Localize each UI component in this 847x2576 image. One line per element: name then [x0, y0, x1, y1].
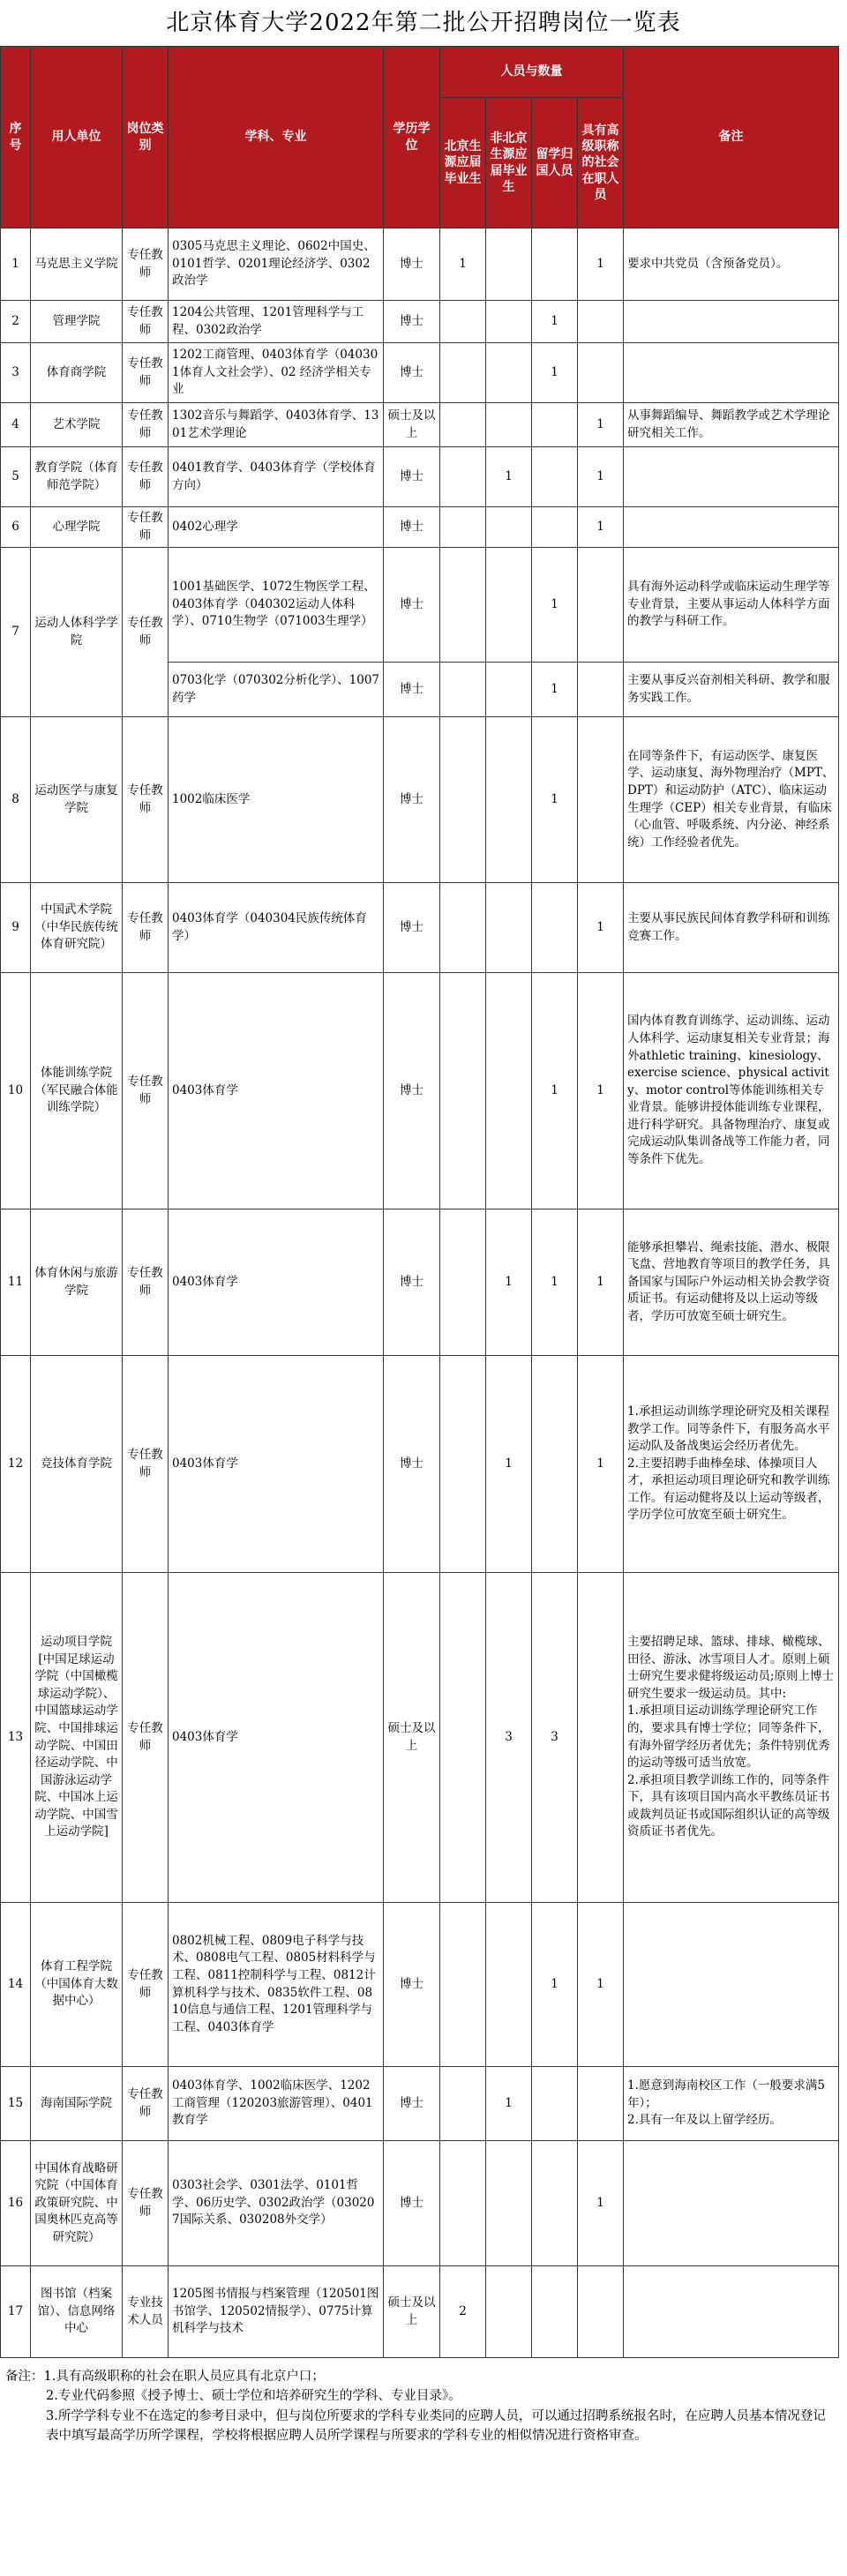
header-seq: 序号 [1, 47, 31, 228]
row-number: 6 [1, 507, 31, 548]
table-row [1, 548, 839, 663]
header-note: 备注 [624, 47, 839, 228]
count-returnees [532, 447, 578, 507]
count-returnees [532, 1356, 578, 1573]
count-beijing-graduates [440, 507, 486, 548]
header-beijing-graduates: 北京生源应届毕业生 [440, 98, 486, 228]
footnotes [0, 2358, 840, 2446]
degree-requirement: 博士 [384, 2067, 440, 2141]
employer-unit: 运动医学与康复学院 [31, 717, 123, 883]
count-non-beijing-graduates: 1 [486, 1356, 532, 1573]
recruitment-table [0, 46, 839, 2358]
table-row [1, 1573, 839, 1903]
degree-requirement: 博士 [384, 1356, 440, 1573]
position-category: 专业技术人员 [123, 2266, 169, 2358]
footnote-3: 3.所学学科专业不在选定的参考目录中，但与岗位所要求的学科专业类同的应聘人员，可以通过招聘系统报名时，在应聘人员基本情况登记表中填写最高学历所学课程，学校将根据应聘人员所学课程与所要求的学科专业的相似情况进行资格审查。 [46, 2408, 826, 2444]
count-beijing-graduates [440, 973, 486, 1209]
major-requirement: 1204公共管理、1201管理科学与工程、0302政治学 [169, 301, 384, 343]
count-beijing-graduates [440, 2067, 486, 2141]
row-number: 17 [1, 2266, 31, 2358]
header-non-beijing-graduates: 非北京生源应届毕业生 [486, 98, 532, 228]
count-beijing-graduates [440, 1903, 486, 2067]
table-row [1, 717, 839, 883]
row-number: 8 [1, 717, 31, 883]
remarks: 1.愿意到海南校区工作（一般要求满5年）； 2.具有一年及以上留学经历。 [624, 2067, 839, 2141]
position-category: 专任教师 [123, 973, 169, 1209]
count-non-beijing-graduates [486, 228, 532, 301]
count-beijing-graduates [440, 717, 486, 883]
row-number: 3 [1, 343, 31, 403]
degree-requirement: 博士 [384, 228, 440, 301]
position-category: 专任教师 [123, 717, 169, 883]
remarks: 从事舞蹈编导、舞蹈教学或艺术学理论研究相关工作。 [624, 403, 839, 447]
count-beijing-graduates [440, 343, 486, 403]
count-returnees: 1 [532, 973, 578, 1209]
employer-unit: 体育休闲与旅游学院 [31, 1209, 123, 1356]
major-requirement: 0402心理学 [169, 507, 384, 548]
count-non-beijing-graduates [486, 548, 532, 663]
count-returnees: 1 [532, 548, 578, 663]
row-number: 4 [1, 403, 31, 447]
footnote-1: 备注：1.具有高级职称的社会在职人员应具有北京户口； [5, 2370, 325, 2384]
employer-unit: 体能训练学院（军民融合体能训练学院） [31, 973, 123, 1209]
count-senior-title-staff: 1 [578, 403, 624, 447]
position-category: 专任教师 [123, 883, 169, 973]
count-senior-title-staff: 1 [578, 973, 624, 1209]
remarks: 要求中共党员（含预备党员）。 [624, 228, 839, 301]
count-non-beijing-graduates [486, 717, 532, 883]
degree-requirement: 博士 [384, 2141, 440, 2266]
count-returnees [532, 2067, 578, 2141]
footnote-2: 2.专业代码参照《授予博士、硕士学位和培养研究生的学科、专业目录》。 [46, 2389, 461, 2404]
header-degree: 学历学位 [384, 47, 440, 228]
count-returnees [532, 883, 578, 973]
count-non-beijing-graduates [486, 343, 532, 403]
position-category: 专任教师 [123, 1903, 169, 2067]
count-beijing-graduates [440, 1356, 486, 1573]
position-category: 专任教师 [123, 1209, 169, 1356]
degree-requirement: 博士 [384, 548, 440, 663]
count-senior-title-staff [578, 2266, 624, 2358]
major-requirement: 0403体育学 [169, 973, 384, 1209]
table-row [1, 507, 839, 548]
remarks: 具有海外运动科学或临床运动生理学等专业背景，主要从事运动人体科学方面的教学与科研工作。 [624, 548, 839, 663]
employer-unit: 艺术学院 [31, 403, 123, 447]
position-category: 专任教师 [123, 1356, 169, 1573]
degree-requirement: 博士 [384, 663, 440, 717]
count-returnees [532, 2141, 578, 2266]
count-non-beijing-graduates: 1 [486, 2067, 532, 2141]
remarks [624, 2266, 839, 2358]
table-row [1, 403, 839, 447]
employer-unit: 管理学院 [31, 301, 123, 343]
count-beijing-graduates [440, 1573, 486, 1903]
count-non-beijing-graduates [486, 973, 532, 1209]
count-senior-title-staff: 1 [578, 2141, 624, 2266]
row-number: 12 [1, 1356, 31, 1573]
degree-requirement: 硕士及以上 [384, 403, 440, 447]
major-requirement: 0401教育学、0403体育学（学校体育方向） [169, 447, 384, 507]
position-category: 专任教师 [123, 2141, 169, 2266]
row-number: 1 [1, 228, 31, 301]
major-requirement: 1302音乐与舞蹈学、0403体育学、1301艺术学理论 [169, 403, 384, 447]
header-unit: 用人单位 [31, 47, 123, 228]
count-beijing-graduates [440, 548, 486, 663]
count-beijing-graduates: 2 [440, 2266, 486, 2358]
employer-unit: 中国体育战略研究院（中国体育政策研究院、中国奥林匹克高等研究院） [31, 2141, 123, 2266]
header-returnees: 留学归国人员 [532, 98, 578, 228]
table-row [1, 1209, 839, 1356]
remarks [624, 343, 839, 403]
count-senior-title-staff [578, 301, 624, 343]
count-beijing-graduates [440, 403, 486, 447]
employer-unit: 竞技体育学院 [31, 1356, 123, 1573]
degree-requirement: 博士 [384, 1903, 440, 2067]
major-requirement: 0403体育学、1002临床医学、1202工商管理（120203旅游管理）、0401教育学 [169, 2067, 384, 2141]
position-category: 专任教师 [123, 301, 169, 343]
table-row [1, 301, 839, 343]
page-title: 北京体育大学2022年第二批公开招聘岗位一览表 [166, 10, 681, 36]
degree-requirement: 博士 [384, 973, 440, 1209]
major-requirement: 0403体育学（040304民族传统体育学） [169, 883, 384, 973]
count-returnees: 1 [532, 1209, 578, 1356]
count-returnees: 1 [532, 343, 578, 403]
count-non-beijing-graduates: 1 [486, 447, 532, 507]
count-senior-title-staff: 1 [578, 228, 624, 301]
table-row [1, 973, 839, 1209]
remarks: 在同等条件下，有运动医学、康复医学、运动康复、海外物理治疗（MPT、DPT）和运动防护（ATC）、临床运动生理学（CEP）相关专业背景，有临床（心血管、呼吸系统、内分泌、神经系统）工作经验者优先。 [624, 717, 839, 883]
position-category: 专任教师 [123, 1573, 169, 1903]
position-category: 专任教师 [123, 343, 169, 403]
position-category: 专任教师 [123, 447, 169, 507]
remarks: 1.承担运动训练学理论研究及相关课程教学工作。同等条件下，有服务高水平运动队及备战奥运会经历者优先。 2.主要招聘手曲棒垒球、体操项目人才，承担运动项目理论研究和教学训练工作。有运动健将及以上运动等级者，学历学位可放宽至硕士研究生。 [624, 1356, 839, 1573]
row-number: 11 [1, 1209, 31, 1356]
employer-unit: 运动人体科学学院 [31, 548, 123, 717]
count-returnees [532, 403, 578, 447]
count-returnees [532, 228, 578, 301]
count-non-beijing-graduates: 1 [486, 1209, 532, 1356]
table-row [1, 883, 839, 973]
count-senior-title-staff [578, 1573, 624, 1903]
table-row [1, 2266, 839, 2358]
count-beijing-graduates [440, 447, 486, 507]
count-returnees: 1 [532, 663, 578, 717]
employer-unit: 体育商学院 [31, 343, 123, 403]
header-senior-title-staff: 具有高级职称的社会在职人员 [578, 98, 624, 228]
table-row [1, 343, 839, 403]
employer-unit: 图书馆（档案馆）、信息网络中心 [31, 2266, 123, 2358]
position-category: 专任教师 [123, 507, 169, 548]
count-senior-title-staff: 1 [578, 1356, 624, 1573]
degree-requirement: 博士 [384, 717, 440, 883]
remarks [624, 447, 839, 507]
count-non-beijing-graduates [486, 2141, 532, 2266]
position-category: 专任教师 [123, 403, 169, 447]
count-senior-title-staff: 1 [578, 447, 624, 507]
table-row [1, 447, 839, 507]
count-senior-title-staff [578, 2067, 624, 2141]
major-requirement: 1205图书情报与档案管理（120501图书馆学、120502情报学）、0775计算机科学与技术 [169, 2266, 384, 2358]
count-beijing-graduates [440, 1209, 486, 1356]
row-number: 13 [1, 1573, 31, 1903]
position-category: 专任教师 [123, 228, 169, 301]
degree-requirement: 博士 [384, 447, 440, 507]
count-returnees [532, 507, 578, 548]
count-senior-title-staff: 1 [578, 883, 624, 973]
count-non-beijing-graduates: 3 [486, 1573, 532, 1903]
table-row [1, 228, 839, 301]
position-category: 专任教师 [123, 2067, 169, 2141]
count-non-beijing-graduates [486, 507, 532, 548]
major-requirement: 0403体育学 [169, 1573, 384, 1903]
employer-unit: 教育学院（体育师范学院） [31, 447, 123, 507]
remarks: 主要从事反兴奋剂相关科研、教学和服务实践工作。 [624, 663, 839, 717]
employer-unit: 体育工程学院（中国体育大数据中心） [31, 1903, 123, 2067]
degree-requirement: 博士 [384, 343, 440, 403]
degree-requirement: 博士 [384, 883, 440, 973]
remarks [624, 301, 839, 343]
degree-requirement: 博士 [384, 507, 440, 548]
major-requirement: 0305马克思主义理论、0602中国史、0101哲学、0201理论经济学、0302政治学 [169, 228, 384, 301]
major-requirement: 0403体育学 [169, 1356, 384, 1573]
count-beijing-graduates [440, 663, 486, 717]
count-returnees [532, 2266, 578, 2358]
count-beijing-graduates: 1 [440, 228, 486, 301]
count-returnees: 1 [532, 1903, 578, 2067]
degree-requirement: 博士 [384, 1209, 440, 1356]
major-requirement: 0703化学（070302分析化学）、1007药学 [169, 663, 384, 717]
position-category: 专任教师 [123, 548, 169, 717]
count-senior-title-staff [578, 548, 624, 663]
count-non-beijing-graduates [486, 1903, 532, 2067]
table-row [1, 1356, 839, 1573]
count-returnees: 3 [532, 1573, 578, 1903]
count-beijing-graduates [440, 883, 486, 973]
count-senior-title-staff: 1 [578, 1903, 624, 2067]
table-row [1, 2067, 839, 2141]
remarks [624, 507, 839, 548]
row-number: 9 [1, 883, 31, 973]
count-beijing-graduates [440, 2141, 486, 2266]
header-count-group: 人员与数量 [440, 47, 624, 98]
count-non-beijing-graduates [486, 883, 532, 973]
count-senior-title-staff [578, 717, 624, 883]
remarks: 主要招聘足球、篮球、排球、橄榄球、田径、游泳、冰雪项目人才。原则上硕士研究生要求健将级运动员;原则上博士研究生要求一级运动员。其中: 1.承担项目运动训练学理论研究工作的，要求具有博士学位；同等条件下，有海外留学经历者优先；条件特别优秀的运动等级可适当放宽。 2.承担项目教学训练工作的，同等条件下，具有该项目国内高水平教练员证书或裁判员证书或国际组织认证的高等级资质证书者优先。 [624, 1573, 839, 1903]
count-non-beijing-graduates [486, 403, 532, 447]
count-non-beijing-graduates [486, 2266, 532, 2358]
row-number: 10 [1, 973, 31, 1209]
header-category: 岗位类别 [123, 47, 169, 228]
row-number: 7 [1, 548, 31, 717]
degree-requirement: 博士 [384, 301, 440, 343]
remarks [624, 1903, 839, 2067]
table-row [1, 1903, 839, 2067]
count-non-beijing-graduates [486, 663, 532, 717]
row-number: 14 [1, 1903, 31, 2067]
count-returnees: 1 [532, 717, 578, 883]
major-requirement: 0403体育学 [169, 1209, 384, 1356]
count-senior-title-staff: 1 [578, 507, 624, 548]
degree-requirement: 硕士及以上 [384, 2266, 440, 2358]
employer-unit: 海南国际学院 [31, 2067, 123, 2141]
employer-unit: 马克思主义学院 [31, 228, 123, 301]
major-requirement: 1001基础医学、1072生物医学工程、0403体育学（040302运动人体科学）、0710生物学（071003生理学） [169, 548, 384, 663]
major-requirement: 0303社会学、0301法学、0101哲学、06历史学、0302政治学（030207国际关系、030208外交学） [169, 2141, 384, 2266]
employer-unit: 心理学院 [31, 507, 123, 548]
remarks: 主要从事民族民间体育教学科研和训练竞赛工作。 [624, 883, 839, 973]
count-senior-title-staff [578, 663, 624, 717]
count-beijing-graduates [440, 301, 486, 343]
major-requirement: 0802机械工程、0809电子科学与技术、0808电气工程、0805材料科学与工程、0811控制科学与工程、0812计算机科学与技术、0835软件工程、0810信息与通信工程、1201管理科学与工程、0403体育学 [169, 1903, 384, 2067]
degree-requirement: 硕士及以上 [384, 1573, 440, 1903]
header-major: 学科、专业 [169, 47, 384, 228]
major-requirement: 1002临床医学 [169, 717, 384, 883]
table-row [1, 2141, 839, 2266]
employer-unit: 运动项目学院[中国足球运动学院（中国橄榄球运动学院）、中国篮球运动学院、中国排球运动学院、中国田径运动学院、中国游泳运动学院、中国冰上运动学院、中国雪上运动学院] [31, 1573, 123, 1903]
count-returnees: 1 [532, 301, 578, 343]
count-senior-title-staff: 1 [578, 1209, 624, 1356]
major-requirement: 1202工商管理、0403体育学（040301体育人文社会学）、02 经济学相关专业 [169, 343, 384, 403]
remarks [624, 2141, 839, 2266]
count-senior-title-staff [578, 343, 624, 403]
employer-unit: 中国武术学院（中华民族传统体育研究院） [31, 883, 123, 973]
row-number: 16 [1, 2141, 31, 2266]
remarks: 国内体育教育训练学、运动训练、运动人体科学、运动康复相关专业背景；海外athletic training、kinesiology、exercise science、physical activity、motor control等体能训练相关专业背景。能够讲授体能训练专业课程，进行科学研究。具备物理治疗、康复或完成运动队集训备战等工作能力者，同等条件下优先。 [624, 973, 839, 1209]
row-number: 2 [1, 301, 31, 343]
count-non-beijing-graduates [486, 301, 532, 343]
row-number: 15 [1, 2067, 31, 2141]
remarks: 能够承担攀岩、绳索技能、潜水、极限飞盘、营地教育等项目的教学任务，具备国家与国际户外运动相关协会教学资质证书。有运动健将及以上运动等级者，学历可放宽至硕士研究生。 [624, 1209, 839, 1356]
row-number: 5 [1, 447, 31, 507]
